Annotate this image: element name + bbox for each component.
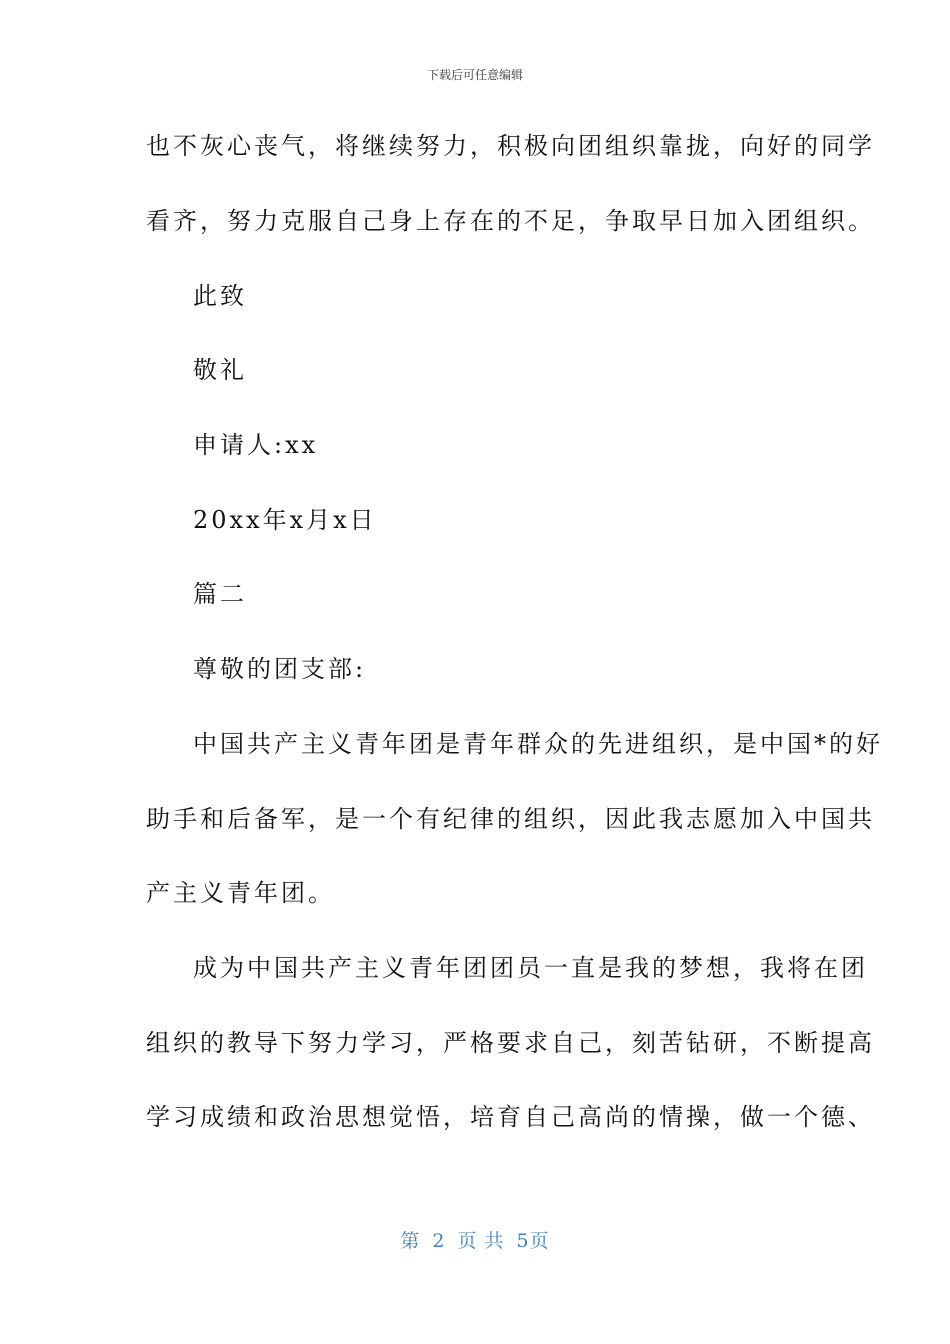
closing-regards: 敬礼 <box>193 356 247 384</box>
section-heading: 篇二 <box>193 580 247 608</box>
application-date: 20xx年x月x日 <box>193 506 377 534</box>
footer-middle: 页 共 <box>457 1230 505 1252</box>
text-line: 中国共产主义青年团是青年群众的先进组织，是中国*的好 <box>193 730 883 758</box>
text-line: 学习成绩和政治思想觉悟，培育自己高尚的情操，做一个德、 <box>146 1103 875 1131</box>
closing-salutation: 此致 <box>193 282 247 310</box>
footer-prefix: 第 <box>400 1230 421 1252</box>
text-line: 看齐，努力克服自己身上存在的不足，争取早日加入团组织。 <box>146 207 875 235</box>
current-page: 2 <box>432 1230 446 1252</box>
text-line: 产主义青年团。 <box>146 879 335 907</box>
text-line: 成为中国共产主义青年团团员一直是我的梦想，我将在团 <box>193 954 868 982</box>
total-pages: 5页 <box>516 1230 550 1252</box>
text-line: 助手和后备军，是一个有纪律的组织，因此我志愿加入中国共 <box>146 805 875 833</box>
page-header-note: 下载后可任意编辑 <box>426 68 523 82</box>
applicant-name: 申请人:xx <box>193 431 319 459</box>
text-line: 组织的教导下努力学习，严格要求自己，刻苦钻研，不断提高 <box>146 1029 875 1057</box>
page-number-footer <box>0 1226 950 1253</box>
text-line: 也不灰心丧气，将继续努力，积极向团组织靠拢，向好的同学 <box>146 132 875 160</box>
letter-greeting: 尊敬的团支部: <box>193 655 367 683</box>
